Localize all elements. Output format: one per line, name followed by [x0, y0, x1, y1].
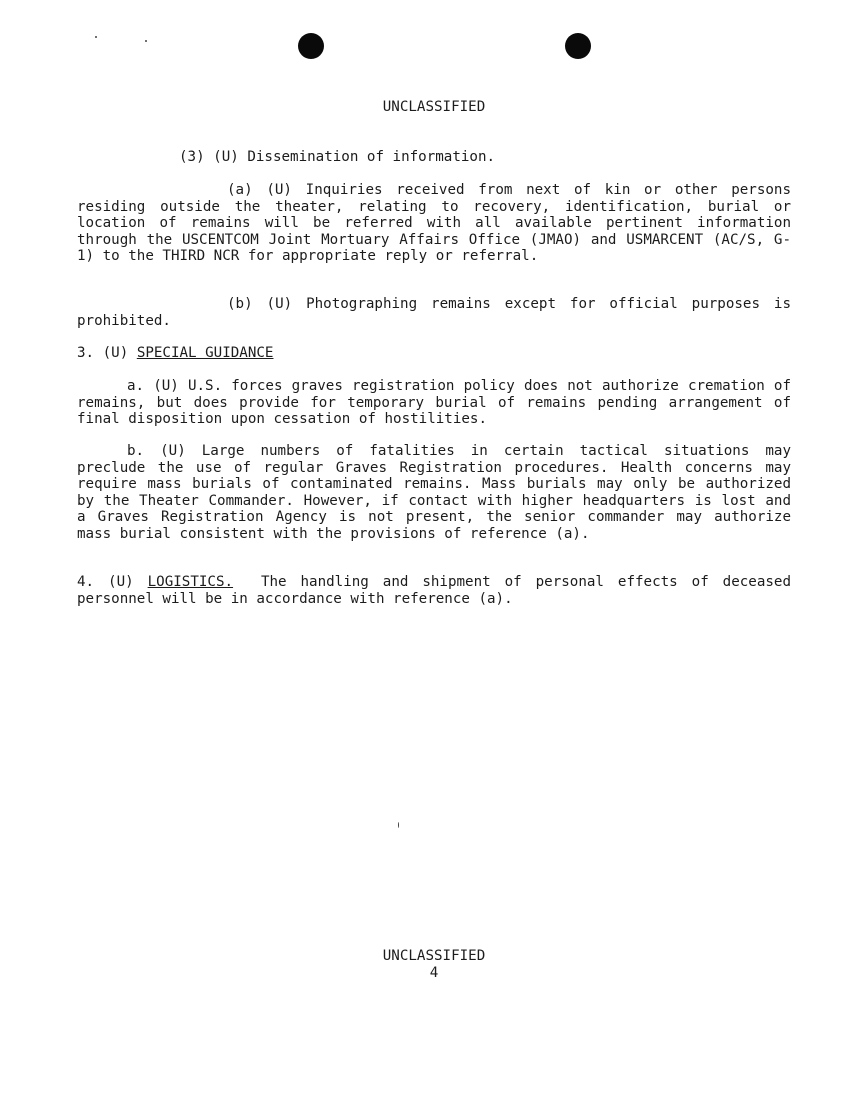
classification-marking: (U)	[102, 345, 129, 361]
paragraph-3-3-a	[77, 182, 791, 265]
scan-speck	[398, 822, 399, 828]
section-3-heading	[77, 345, 791, 362]
paragraph-label: (3)	[179, 149, 205, 165]
punch-hole-left	[298, 33, 324, 59]
paragraph-text: U.S. forces graves registration policy does not authorize cremation of remains, but does provide for temporary burial of remains pending arrangement of final disposition upon cessation of hostilities.	[77, 378, 792, 427]
paragraph-3-3-b	[77, 296, 791, 329]
section-title: SPECIAL GUIDANCE	[136, 345, 274, 361]
paragraph-text: Inquiries received from next of kin or other persons residing outside the theater, relating to recovery, identification, burial or location of remains will be referred with all available pertinent information through the USCENTCOM Joint Mortuary Affairs Office (JMAO) and USMARCENT (AC/S, G-1) to the THIRD NCR for appropriate reply or referral.	[77, 182, 792, 264]
section-4-paragraph	[77, 574, 791, 607]
scan-speck	[145, 40, 147, 42]
scan-speck	[95, 36, 97, 38]
paragraph-text: Photographing remains except for official purposes is prohibited.	[77, 296, 792, 329]
page-footer	[77, 948, 791, 981]
paragraph-label: (a)	[227, 182, 253, 198]
classification-footer: UNCLASSIFIED	[382, 948, 486, 964]
section-number: 3.	[77, 345, 95, 361]
paragraph-label: b.	[127, 443, 145, 459]
page-number: 4	[429, 964, 439, 981]
classification-marking: (U)	[108, 574, 134, 590]
paragraph-3-b	[77, 443, 791, 542]
paragraph-text: The handling and shipment of personal effects of deceased personnel will be in accordance with reference (a).	[77, 574, 792, 607]
classification-marking: (U)	[213, 149, 239, 165]
paragraph-label: (b)	[227, 296, 253, 312]
section-number: 4.	[77, 574, 95, 590]
paragraph-title: Dissemination of information.	[247, 149, 496, 165]
classification-marking: (U)	[153, 378, 179, 394]
classification-marking: (U)	[160, 443, 186, 459]
classification-marking: (U)	[266, 182, 292, 198]
paragraph-text: Large numbers of fatalities in certain tactical situations may preclude the use of regular Graves Registration procedures. Health concerns may require mass burials of contaminated remains. Mass burials may only be authorized by the Theater Commander. However, if contact with higher headquarters is lost and a Graves Registration Agency is not present, the senior commander may authorize mass burial consistent with the provisions of reference (a).	[77, 443, 792, 542]
punch-hole-right	[565, 33, 591, 59]
paragraph-label: a.	[127, 378, 145, 394]
paragraph-3-3-heading	[77, 149, 791, 166]
paragraph-3-a	[77, 378, 791, 428]
section-title: LOGISTICS.	[147, 574, 234, 590]
classification-marking: (U)	[266, 296, 293, 312]
classification-header: UNCLASSIFIED	[382, 99, 486, 115]
